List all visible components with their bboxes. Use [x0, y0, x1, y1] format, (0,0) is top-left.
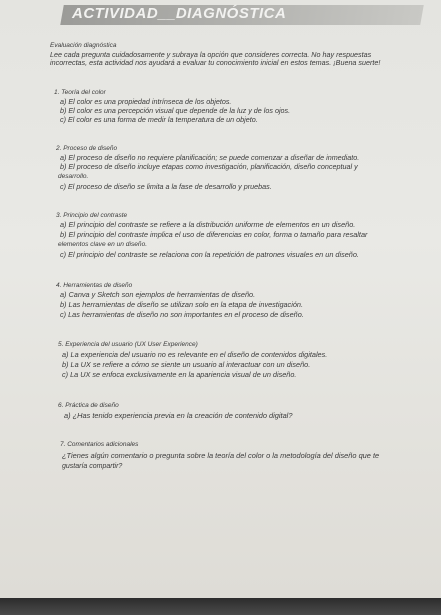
section-title: 2. Proceso de diseño — [56, 145, 118, 152]
option-text[interactable]: b) Las herramientas de diseño se utilizan solo en la etapa de investigación. — [60, 300, 303, 309]
option-text[interactable]: a) ¿Has tenido experiencia previa en la creación de contenido digital? — [64, 411, 293, 420]
option-text[interactable]: a) Canva y Sketch son ejemplos de herramientas de diseño. — [60, 290, 256, 299]
option-text-continued: desarrollo. — [58, 173, 89, 180]
option-text[interactable]: c) El principio del contraste se relaciona con la repetición de patrones visuales en un diseño. — [60, 250, 359, 259]
option-text[interactable]: b) El principio del contraste implica el uso de diferencias en color, forma o tamaño para resaltar — [60, 230, 368, 239]
option-text[interactable]: a) El proceso de diseño no requiere planificación; se puede comenzar a diseñar de inmediato. — [60, 153, 360, 162]
section-title: 7. Comentarios adicionales — [60, 441, 139, 448]
option-text[interactable]: c) La UX se enfoca exclusivamente en la apariencia visual de un diseño. — [62, 370, 297, 379]
option-text[interactable]: a) El principio del contraste se refiere a la distribución uniforme de elementos en un diseño. — [60, 220, 356, 229]
section-title: 5. Experiencia del usuario (UX User Experience) — [58, 341, 198, 348]
option-text[interactable]: c) El proceso de diseño se limita a la fase de desarrollo y pruebas. — [60, 182, 272, 191]
option-text[interactable]: b) La UX se refiere a cómo se siente un usuario al interactuar con un diseño. — [62, 360, 311, 369]
intro-line-1: Lee cada pregunta cuidadosamente y subraya la opción que consideres correcta. No hay respuestas — [50, 50, 372, 59]
comment-prompt-line-2: gustaría compartir? — [62, 463, 123, 470]
section-title: 1. Teoría del color — [54, 89, 106, 96]
page-shadow-edge — [0, 598, 441, 615]
section-title: 6. Práctica de diseño — [58, 402, 119, 409]
option-text[interactable]: a) La experiencia del usuario no es relevante en el diseño de contenidos digitales. — [62, 350, 328, 359]
worksheet-title: ACTIVIDAD__DIAGNÓSTICA — [72, 5, 287, 22]
option-text[interactable]: b) El color es una percepción visual que depende de la luz y de los ojos. — [60, 106, 291, 115]
option-text[interactable]: a) El color es una propiedad intrínseca de los objetos. — [60, 97, 232, 106]
intro-label: Evaluación diagnóstica — [50, 42, 117, 49]
option-text-continued: elementos clave en un diseño. — [58, 241, 148, 248]
option-text[interactable]: b) El proceso de diseño incluye etapas como investigación, planificación, diseño conceptual y — [60, 162, 358, 171]
comment-prompt-line-1: ¿Tienes algún comentario o pregunta sobre la teoría del color o la metodología del diseño que te — [62, 451, 380, 460]
section-title: 4. Herramientas de diseño — [56, 282, 133, 289]
intro-line-2: incorrectas, esta actividad nos ayudará a evaluar tu conocimiento inicial en estos temas. ¡Buena suerte! — [50, 58, 381, 67]
option-text[interactable]: c) Las herramientas de diseño no son importantes en el proceso de diseño. — [60, 310, 304, 319]
section-title: 3. Principio del contraste — [56, 212, 128, 219]
option-text[interactable]: c) El color es una forma de medir la temperatura de un objeto. — [60, 115, 258, 124]
